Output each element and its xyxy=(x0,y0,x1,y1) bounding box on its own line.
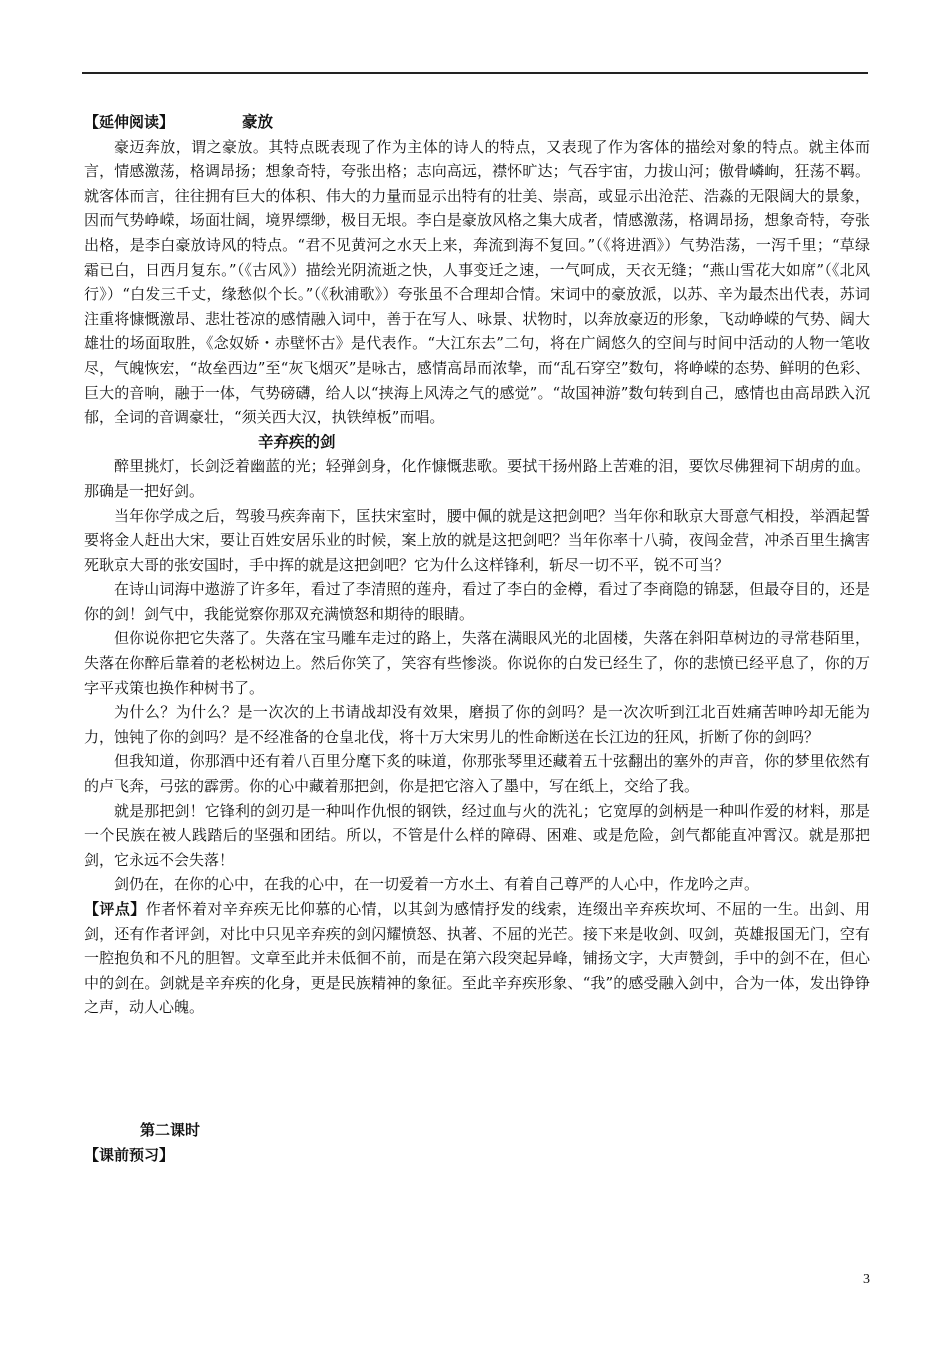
page-number: 3 xyxy=(863,1272,870,1287)
article-paragraph: 就是那把剑！它锋利的剑刃是一种叫作仇恨的钢铁，经过血与火的洗礼；它宽厚的剑柄是一种叫作爱的材料，那是一个民族在被人践踏后的坚强和团结。所以，不管是什么样的障碍、困难、或是危险，剑气都能直冲霄汉。就是那把剑，它永远不会失落！ xyxy=(84,801,870,869)
section-label: 【延伸阅读】 xyxy=(84,113,175,131)
comment-label: 【评点】 xyxy=(84,900,146,918)
lesson-title: 第二课时 xyxy=(140,1120,201,1139)
comment-paragraph xyxy=(84,897,870,1020)
article-paragraph: 在诗山词海中遨游了许多年，看过了李清照的莲舟，看过了李白的金樽，看过了李商隐的锦瑟，但最夺目的，还是你的剑！剑气中，我能觉察你那双充满愤怒和期待的眼睛。 xyxy=(84,580,870,623)
header-rule xyxy=(82,72,868,74)
preview-label: 【课前预习】 xyxy=(84,1145,175,1164)
intro-paragraph: 豪迈奔放，谓之豪放。其特点既表现了作为主体的诗人的特点，又表现了作为客体的描绘对象的特点。就主体而言，情感激荡，格调昂扬；想象奇特，夸张出格；志向高远，襟怀旷达；气吞宇宙，力拔山河；傲骨嶙峋，狂荡不羁。就客体而言，往往拥有巨大的体积、伟大的力量而显示出特有的壮美、崇高，或显示出沧茫、浩淼的无限阔大的景象，因而气势峥嵘，场面壮阔，境界缥缈，极目无垠。李白是豪放风格之集大成者，情感激荡，格调昂扬，想象奇特，夸张出格，是李白豪放诗风的特点。“君不见黄河之水天上来，奔流到海不复回。”（《将进酒》）气势浩荡，一泻千里；“草绿霜已白，日西月复东。”（《古风》）描绘光阴流逝之快，人事变迁之速，一气呵成，天衣无缝；“燕山雪花大如席”（《北风行》）“白发三千丈，缘愁似个长。”（《秋浦歌》）夸张虽不合理却合情。宋词中的豪放派，以苏、辛为最杰出代表，苏词注重将慷慨激昂、悲壮苍凉的感情融入词中，善于在写人、咏景、状物时，以奔放豪迈的形象，飞动峥嵘的气势、阔大雄壮的场面取胜，《念奴娇・赤壁怀古》是代表作。“大江东去”二句，将在广阔悠久的空间与时间中活动的人物一笔收尽，气魄恢宏，“故垒西边”至“灰飞烟灭”是咏古，感情高昂而浓挚，而“乱石穿空”数句，将峥嵘的态势、鲜明的色彩、巨大的音响，融于一体，气势磅礴，给人以“挟海上风涛之气的感觉”。“故国神游”数句转到自己，感情也由高昂跌入沉郁，全词的音调豪壮，“须关西大汉，执铁绰板”而唱。 xyxy=(84,137,870,427)
comment-text: 作者怀着对辛弃疾无比仰慕的心情，以其剑为感情抒发的线索，连缀出辛弃疾坎坷、不屈的一生。出剑、用剑，还有作者评剑，对比中只见辛弃疾的剑闪耀愤怒、执著、不屈的光芒。接下来是收剑、叹剑，英雄报国无门，空有一腔抱负和不凡的胆智。文章至此并未低徊不前，而是在第六段突起异峰，铺扬文字，大声赞剑，手中的剑不在，但心中的剑在。剑就是辛弃疾的化身，更是民族精神的象征。至此辛弃疾形象、“我”的感受融入剑中，合为一体，发出铮铮之声，动人心魄。 xyxy=(84,900,870,1017)
article-title: 辛弃疾的剑 xyxy=(258,431,336,451)
article-paragraph: 为什么？为什么？是一次次的上书请战却没有效果，磨损了你的剑吗？是一次次听到江北百姓痛苦呻吟却无能为力，蚀钝了你的剑吗？是不经准备的仓皇北伐，将十万大宋男儿的性命断送在长江边的狂风，折断了你的剑吗？ xyxy=(84,703,870,746)
article-paragraph: 但我知道，你那酒中还有着八百里分麾下炙的味道，你那张琴里还藏着五十弦翻出的塞外的声音，你的梦里依然有的卢飞奔，弓弦的霹雳。你的心中藏着那把剑，你是把它溶入了墨中，写在纸上，交给了我。 xyxy=(84,752,870,796)
article-paragraph: 当年你学成之后，驾骏马疾奔南下，匡扶宋室时，腰中佩的就是这把剑吧？当年你和耿京大哥意气相投，举酒起誓要将金人赶出大宋，要让百姓安居乐业的时候，案上放的就是这把剑吧？当年你率十八骑，夜闯金营，冲杀百里生擒害死耿京大哥的张安国时，手中挥的就是这把剑吧？它为什么这样锋利，斩尽一切不平，锐不可当？ xyxy=(84,506,870,574)
section-heading xyxy=(84,110,870,135)
blank-space xyxy=(84,1020,870,1118)
article-paragraph: 但你说你把它失落了。失落在宝马雕车走过的路上，失落在满眼风光的北固楼，失落在斜阳草树边的寻常巷陌里，失落在你醉后靠着的老松树边上。然后你笑了，笑容有些惨淡。你说你的白发已经生了，你的悲愤已经平息了，你的万字平戎策也换作种树书了。 xyxy=(84,629,870,697)
article-paragraph: 剑仍在，在你的心中，在我的心中，在一切爱着一方水土、有着自己尊严的人心中，作龙吟之声。 xyxy=(114,875,760,894)
page-content xyxy=(84,110,870,1167)
article-paragraph: 醉里挑灯，长剑泛着幽蓝的光；轻弹剑身，化作慷慨悲歌。要拭干扬州路上苦难的泪，要饮尽佛狸祠下胡虏的血。那确是一把好剑。 xyxy=(84,457,870,500)
section-title: 豪放 xyxy=(242,112,274,131)
